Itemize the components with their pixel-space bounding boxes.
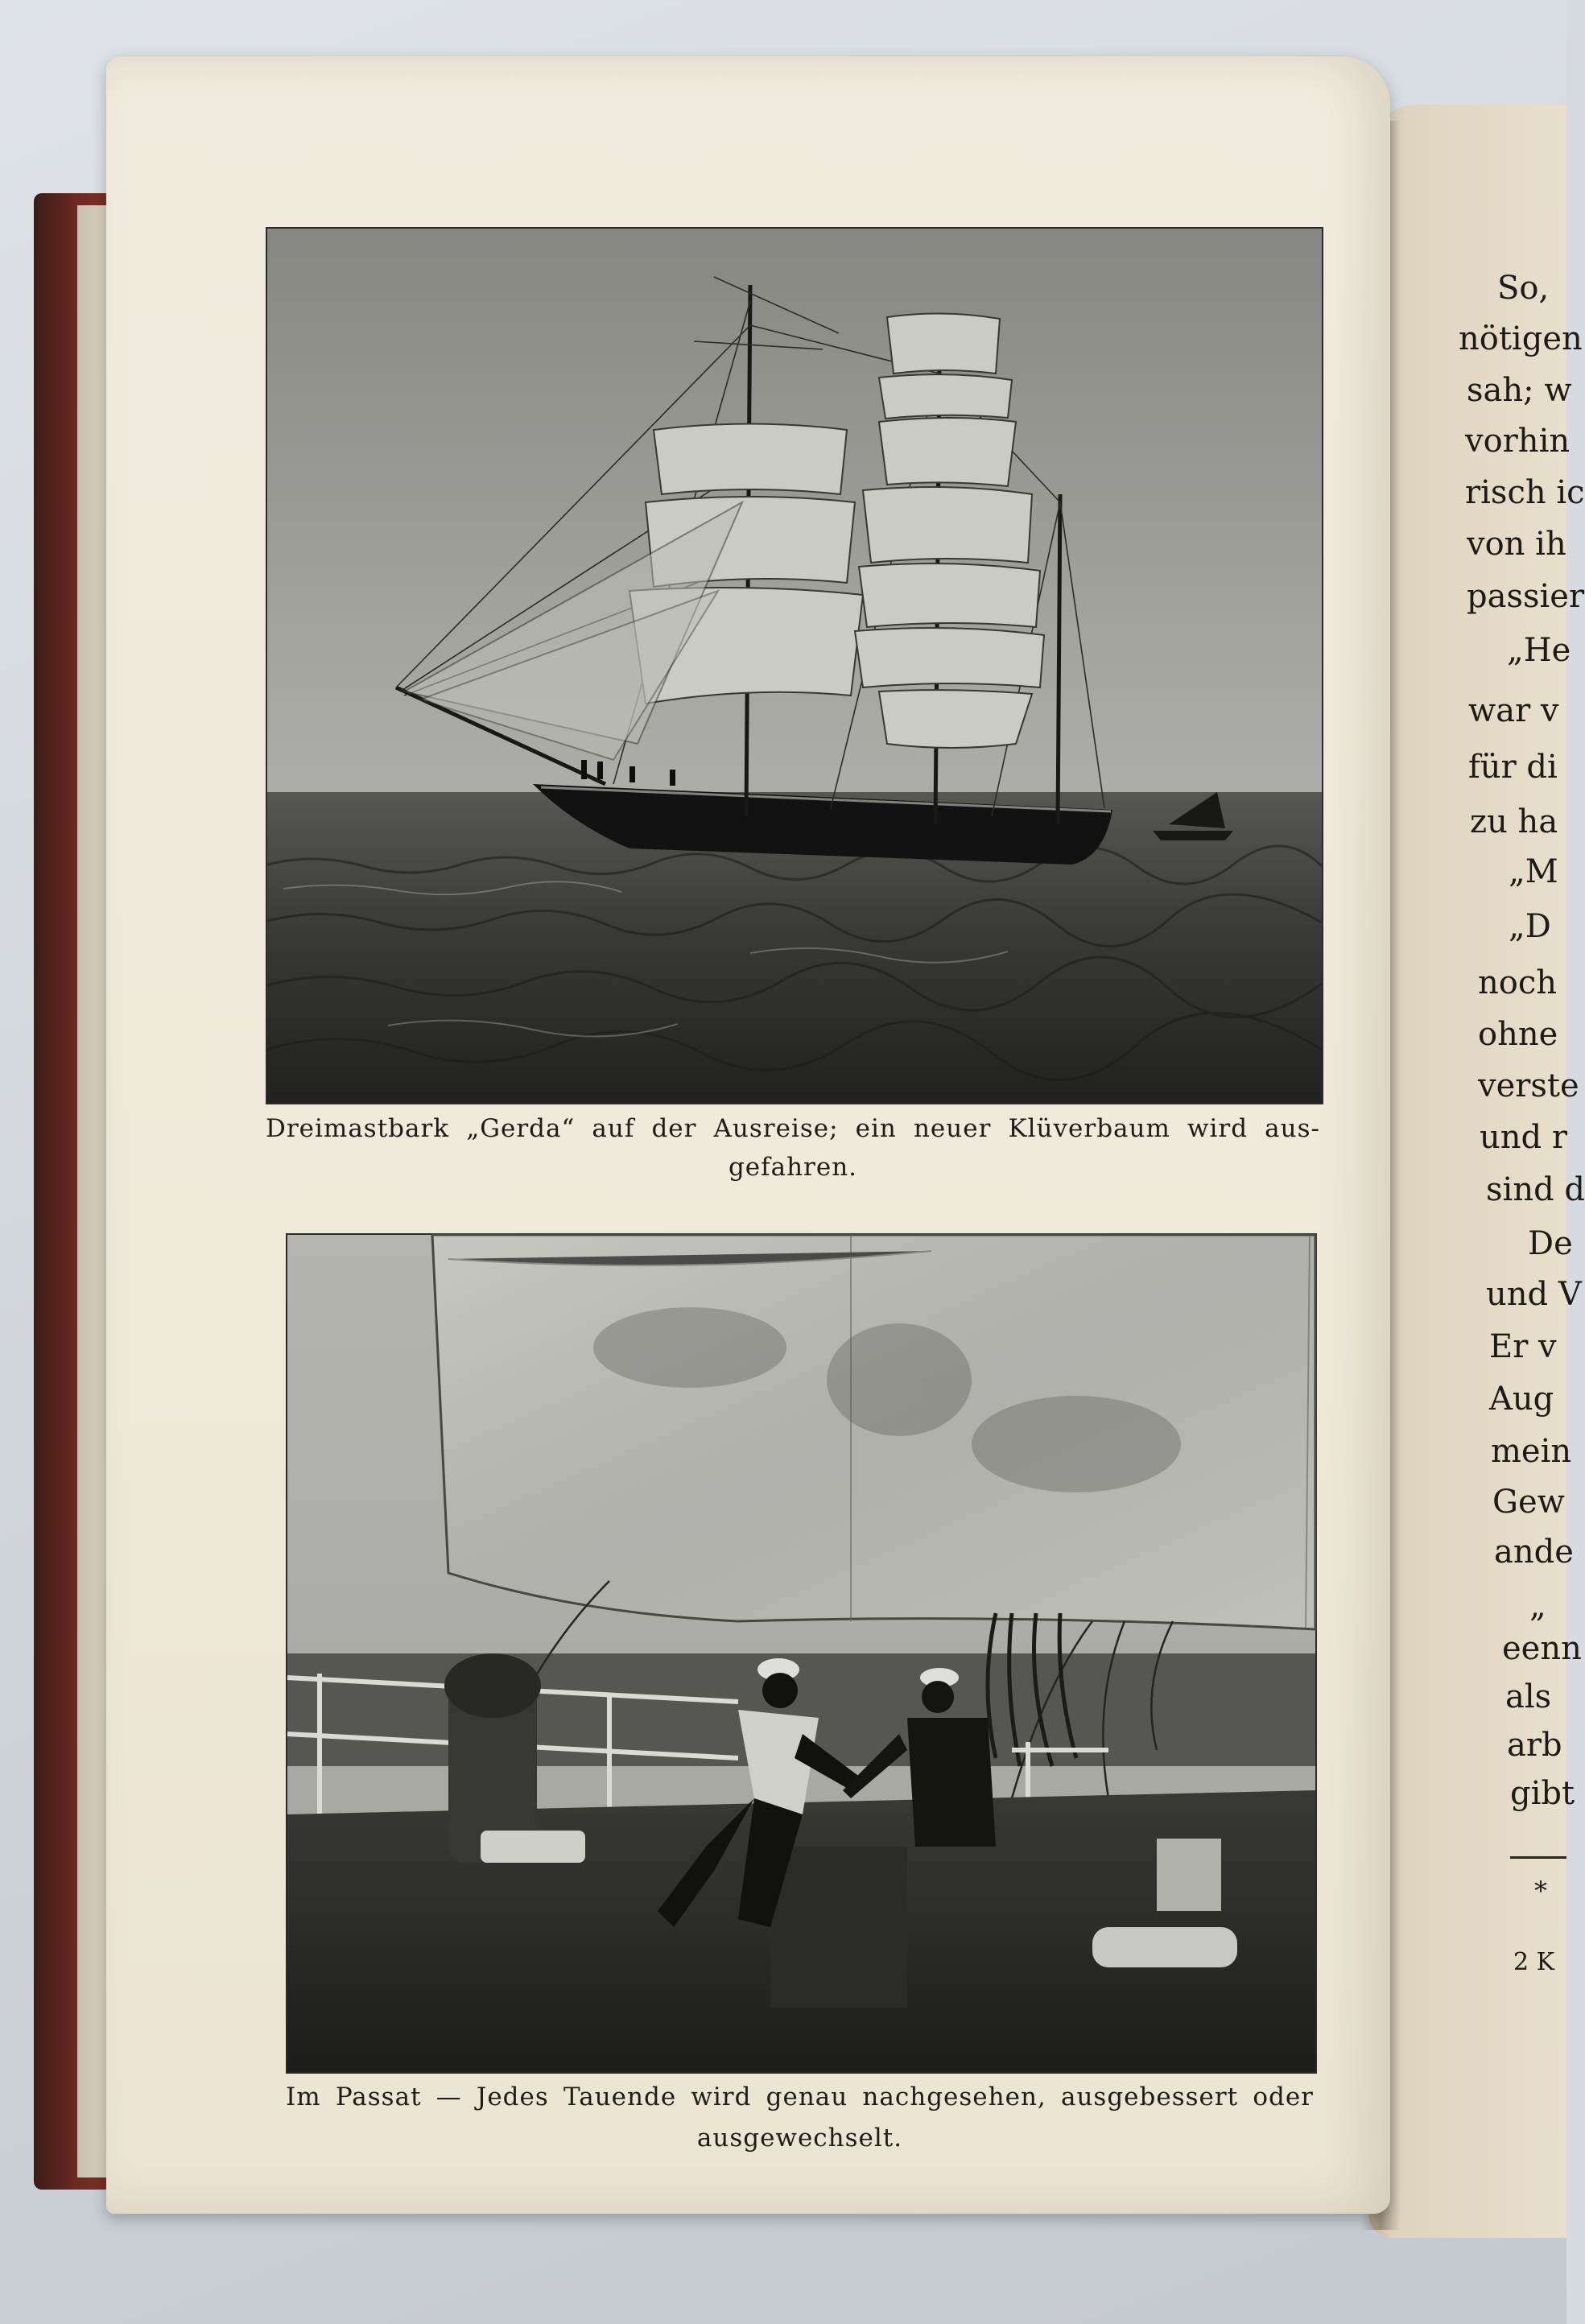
- right-page-line: risch ic: [1465, 474, 1585, 511]
- right-page-line: verste: [1478, 1067, 1579, 1104]
- right-page-line: und r: [1480, 1119, 1567, 1156]
- right-page-line: sah; w: [1467, 372, 1572, 409]
- footnote-rule: [1510, 1856, 1566, 1859]
- right-page-line: Aug: [1489, 1381, 1554, 1418]
- right-page-line: war v: [1468, 692, 1559, 729]
- photo-barque-gerda: [266, 227, 1323, 1104]
- right-page-line: Gew: [1492, 1484, 1565, 1521]
- barque-photo-image: [267, 229, 1322, 1103]
- right-page-signature: 2 K: [1513, 1948, 1555, 1976]
- right-page-line: „M: [1509, 853, 1558, 890]
- deck-photo-image: [287, 1235, 1315, 2072]
- right-page-line: passier: [1467, 578, 1585, 615]
- photo-deck-passat: [286, 1233, 1317, 2074]
- photo-bottom-caption-line1: Im Passat — Jedes Tauende wird genau nachgesehen, ausgebessert oder: [286, 2083, 1314, 2111]
- right-page-line: ohne: [1478, 1016, 1558, 1053]
- right-page-line: Er v: [1489, 1328, 1557, 1365]
- right-page-line: ande: [1494, 1534, 1574, 1571]
- photo-top-caption-line2: gefahren.: [728, 1153, 858, 1182]
- right-page-line: gibt: [1510, 1775, 1575, 1812]
- right-page-line: „He: [1507, 632, 1571, 669]
- right-page-line: De: [1528, 1225, 1573, 1262]
- right-page-line: von ih: [1467, 526, 1566, 563]
- right-page-footnote: *: [1534, 1876, 1547, 1906]
- photo-bottom-caption-line2: ausgewechselt.: [696, 2124, 903, 2153]
- right-page-line: sind d: [1486, 1171, 1585, 1208]
- right-page-line: arb: [1507, 1727, 1562, 1764]
- right-page-line: „: [1529, 1587, 1546, 1624]
- right-page-line: nötigen: [1459, 320, 1583, 357]
- right-page-line: „D: [1509, 908, 1551, 945]
- right-page-line: noch: [1478, 964, 1558, 1001]
- right-page-line: als: [1505, 1678, 1552, 1715]
- right-page-line: und V: [1486, 1276, 1582, 1313]
- right-page-line: eenn: [1502, 1630, 1582, 1667]
- right-page-line: für di: [1468, 749, 1558, 786]
- right-page-line: So,: [1497, 270, 1550, 307]
- photo-top-caption-line1: Dreimastbark „Gerda“ auf der Ausreise; ein neuer Klüverbaum wird aus-: [266, 1114, 1320, 1143]
- right-page-line: vorhin: [1465, 423, 1571, 460]
- right-page-line: zu ha: [1470, 803, 1558, 840]
- right-page-line: mein: [1491, 1433, 1572, 1470]
